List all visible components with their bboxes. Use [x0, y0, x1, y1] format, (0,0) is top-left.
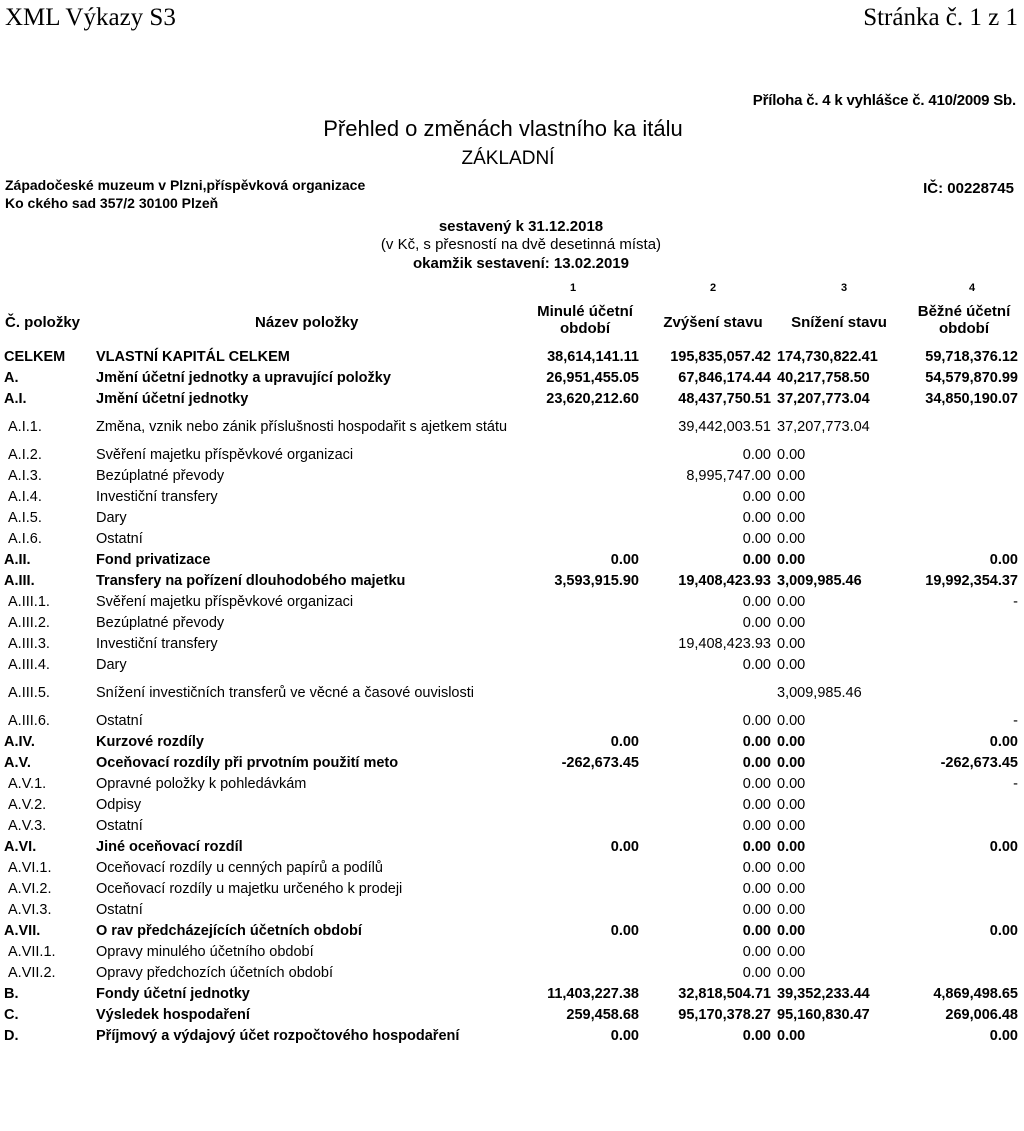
column-header-increase: Zvýšení stavu — [663, 314, 763, 331]
table-row — [0, 465, 1024, 486]
row-current-period — [897, 465, 1024, 486]
page-number: Stránka č. 1 z 1 — [863, 4, 1018, 31]
row-name: Ostatní — [96, 530, 143, 547]
table-row — [0, 857, 1024, 878]
table-row — [0, 654, 1024, 675]
row-decrease: 174,730,822.41 — [777, 348, 878, 365]
row-previous-period — [521, 899, 647, 920]
compiled-moment-text: okamžik sestavení: 13.02.2019 — [413, 255, 629, 272]
row-previous-period — [521, 815, 647, 836]
row-current-period — [897, 794, 1024, 815]
row-name: Ostatní — [96, 901, 143, 918]
row-current-period — [897, 878, 1024, 899]
row-decrease: 0.00 — [777, 1027, 806, 1044]
row-previous-period: 0.00 — [610, 922, 639, 939]
table-row — [0, 570, 1024, 591]
table-row — [0, 836, 1024, 857]
row-name: Svěření majetku příspěvkové organizaci — [96, 446, 354, 463]
table-row — [0, 1004, 1024, 1025]
row-name: Opravy předchozích účetních období — [96, 964, 333, 981]
row-previous-period — [521, 878, 647, 899]
row-code: A.VII.1. — [8, 943, 56, 960]
row-decrease: 0.00 — [777, 635, 806, 652]
row-current-period: 34,850,190.07 — [925, 390, 1018, 407]
table-row — [0, 941, 1024, 962]
row-current-period — [897, 486, 1024, 507]
row-decrease: 0.00 — [777, 817, 806, 834]
report-subtitle-text: ZÁKLADNÍ — [461, 148, 555, 169]
row-increase: 0.00 — [742, 509, 771, 526]
row-increase: 0.00 — [742, 712, 771, 729]
report-subtitle — [0, 148, 1024, 170]
row-decrease: 37,207,773.04 — [777, 418, 870, 435]
row-current-period — [897, 675, 1024, 710]
row-name: Svěření majetku příspěvkové organizaci — [96, 593, 354, 610]
row-current-period — [897, 654, 1024, 675]
row-name: O rav předcházejících účetních období — [96, 922, 362, 939]
row-previous-period — [521, 486, 647, 507]
precision-note — [0, 236, 1024, 253]
row-name: Jmění účetní jednotky — [96, 390, 249, 407]
row-increase: 0.00 — [742, 754, 771, 771]
row-name: Jiné oceňovací rozdíl — [96, 838, 243, 855]
row-current-period — [897, 941, 1024, 962]
column-number-1: 1 — [569, 282, 577, 294]
row-decrease: 39,352,233.44 — [777, 985, 870, 1002]
row-code: A.III. — [4, 572, 35, 589]
row-current-period: 0.00 — [989, 551, 1018, 568]
row-name: Investiční transfery — [96, 635, 218, 652]
row-name: Oceňovací rozdíly u majetku určeného k prodeji — [96, 880, 403, 897]
row-previous-period: 23,620,212.60 — [546, 390, 639, 407]
row-increase: 195,835,057.42 — [670, 348, 771, 365]
row-previous-period: 26,951,455.05 — [546, 369, 639, 386]
table-row — [0, 528, 1024, 549]
row-previous-period — [521, 507, 647, 528]
row-previous-period: 11,403,227.38 — [547, 985, 639, 1002]
row-code: A.I.4. — [8, 488, 42, 505]
row-code: A.III.1. — [8, 593, 50, 610]
row-current-period: 0.00 — [989, 733, 1018, 750]
row-previous-period — [521, 794, 647, 815]
row-current-period: 59,718,376.12 — [925, 348, 1018, 365]
row-code: A.VI. — [4, 838, 37, 855]
row-decrease: 0.00 — [777, 880, 806, 897]
row-previous-period — [521, 633, 647, 654]
row-previous-period: 0.00 — [610, 1027, 639, 1044]
report-title — [0, 116, 1024, 142]
row-decrease: 0.00 — [777, 964, 806, 981]
row-previous-period: 259,458.68 — [566, 1006, 639, 1023]
table-row — [0, 878, 1024, 899]
row-previous-period: 0.00 — [610, 733, 639, 750]
row-decrease: 0.00 — [777, 859, 806, 876]
table-row — [0, 920, 1024, 941]
table-body — [0, 346, 1024, 1046]
row-previous-period — [521, 710, 647, 731]
row-current-period: -262,673.45 — [940, 754, 1018, 771]
row-current-period — [897, 815, 1024, 836]
row-current-period — [897, 962, 1024, 983]
row-increase: 0.00 — [742, 775, 771, 792]
column-number-3: 3 — [840, 282, 848, 294]
row-previous-period — [521, 773, 647, 794]
row-previous-period — [521, 675, 647, 710]
row-name: VLASTNÍ KAPITÁL CELKEM — [96, 348, 290, 365]
compiled-moment — [0, 255, 1024, 272]
row-code: A.I.1. — [8, 418, 42, 435]
row-name: Snížení investičních transferů ve věcné a časové ouvislosti — [96, 684, 474, 701]
row-code: A.III.4. — [8, 656, 50, 673]
table-row — [0, 549, 1024, 570]
compiled-date-text: sestavený k 31.12.2018 — [438, 218, 604, 235]
row-current-period: 269,006.48 — [945, 1006, 1018, 1023]
row-name: Kurzové rozdíly — [96, 733, 204, 750]
row-previous-period: 3,593,915.90 — [554, 572, 639, 589]
row-previous-period — [521, 654, 647, 675]
table-row — [0, 633, 1024, 654]
row-increase: 0.00 — [742, 656, 771, 673]
row-code: A.IV. — [4, 733, 35, 750]
row-previous-period — [521, 591, 647, 612]
row-code: A.V.2. — [8, 796, 47, 813]
row-increase: 19,408,423.93 — [678, 635, 771, 652]
row-increase: 0.00 — [742, 838, 771, 855]
table-row — [0, 486, 1024, 507]
organization-name: Západočeské muzeum v Plzni,příspěvková organizace — [5, 177, 366, 193]
row-decrease: 0.00 — [777, 551, 806, 568]
row-code: A.V.3. — [8, 817, 47, 834]
row-current-period: - — [1013, 712, 1018, 729]
row-increase: 32,818,504.71 — [678, 985, 771, 1002]
row-decrease: 0.00 — [777, 509, 806, 526]
row-increase: 0.00 — [742, 593, 771, 610]
organization-address: Ko ckého sad 357/2 30100 Plzeň — [5, 195, 219, 211]
report-title-text: Přehled o změnách vlastního ka itálu — [323, 116, 683, 141]
row-previous-period: 38,614,141.11 — [547, 348, 639, 365]
row-increase: 0.00 — [742, 551, 771, 568]
row-code: A.VII. — [4, 922, 41, 939]
annex-reference: Příloha č. 4 k vyhlášce č. 410/2009 Sb. — [752, 92, 1016, 109]
row-name: Jmění účetní jednotky a upravující položky — [96, 369, 391, 386]
row-code: A.VI.1. — [8, 859, 52, 876]
row-increase: 19,408,423.93 — [678, 572, 771, 589]
row-name: Fondy účetní jednotky — [96, 985, 250, 1002]
organization-id: IČ: 00228745 — [923, 180, 1014, 197]
row-name: Fond privatizace — [96, 551, 211, 568]
table-row — [0, 388, 1024, 409]
column-header-current-period: Běžné účetní období — [917, 303, 1011, 337]
row-name: Výsledek hospodaření — [96, 1006, 250, 1023]
row-increase: 0.00 — [742, 733, 771, 750]
row-decrease: 95,160,830.47 — [777, 1006, 870, 1023]
row-current-period — [897, 528, 1024, 549]
row-increase: 0.00 — [742, 922, 771, 939]
table-row — [0, 794, 1024, 815]
row-code: C. — [4, 1006, 19, 1023]
row-decrease: 0.00 — [777, 901, 806, 918]
row-current-period — [897, 612, 1024, 633]
row-previous-period: 0.00 — [610, 551, 639, 568]
table-row — [0, 675, 1024, 710]
column-header-previous-period: Minulé účetní období — [537, 303, 633, 337]
row-increase: 67,846,174.44 — [678, 369, 771, 386]
row-name: Změna, vznik nebo zánik příslušnosti hospodařit s ajetkem státu — [96, 418, 508, 435]
row-current-period — [897, 409, 1024, 444]
row-decrease: 0.00 — [777, 656, 806, 673]
row-code: A.III.2. — [8, 614, 50, 631]
row-code: A. — [4, 369, 19, 386]
row-previous-period — [521, 465, 647, 486]
row-current-period: 54,579,870.99 — [925, 369, 1018, 386]
row-increase: 0.00 — [742, 901, 771, 918]
row-current-period — [897, 857, 1024, 878]
row-name: Bezúplatné převody — [96, 467, 225, 484]
row-decrease: 37,207,773.04 — [777, 390, 870, 407]
row-decrease: 0.00 — [777, 775, 806, 792]
row-decrease: 0.00 — [777, 754, 806, 771]
row-previous-period — [521, 962, 647, 983]
row-code: B. — [4, 985, 19, 1002]
row-current-period — [897, 444, 1024, 465]
row-increase: 0.00 — [742, 614, 771, 631]
row-increase: 0.00 — [742, 796, 771, 813]
row-code: A.VI.2. — [8, 880, 52, 897]
row-previous-period — [521, 857, 647, 878]
row-code: A.III.6. — [8, 712, 50, 729]
row-increase — [647, 675, 777, 710]
row-previous-period — [521, 444, 647, 465]
table-row — [0, 409, 1024, 444]
row-increase: 0.00 — [742, 817, 771, 834]
row-code: D. — [4, 1027, 19, 1044]
row-decrease: 0.00 — [777, 446, 806, 463]
row-current-period: 0.00 — [989, 922, 1018, 939]
row-name: Ostatní — [96, 817, 143, 834]
row-increase: 0.00 — [742, 943, 771, 960]
row-code: A.II. — [4, 551, 31, 568]
row-increase: 0.00 — [742, 859, 771, 876]
table-row — [0, 710, 1024, 731]
row-current-period: 0.00 — [989, 1027, 1018, 1044]
row-decrease: 40,217,758.50 — [777, 369, 870, 386]
row-name: Opravné položky k pohledávkám — [96, 775, 307, 792]
row-name: Opravy minulého účetního období — [96, 943, 314, 960]
row-name: Odpisy — [96, 796, 142, 813]
row-current-period: - — [1013, 593, 1018, 610]
row-increase: 0.00 — [742, 446, 771, 463]
row-name: Oceňovací rozdíly u cenných papírů a podílů — [96, 859, 383, 876]
row-increase: 0.00 — [742, 964, 771, 981]
row-name: Oceňovací rozdíly při prvotním použití meto — [96, 754, 399, 771]
row-increase: 0.00 — [742, 530, 771, 547]
row-decrease: 0.00 — [777, 614, 806, 631]
row-previous-period — [521, 612, 647, 633]
row-code: A.I.3. — [8, 467, 42, 484]
row-decrease: 3,009,985.46 — [777, 684, 862, 701]
table-row — [0, 773, 1024, 794]
table-row — [0, 367, 1024, 388]
row-increase: 8,995,747.00 — [686, 467, 771, 484]
row-decrease: 0.00 — [777, 712, 806, 729]
row-code: A.I. — [4, 390, 27, 407]
row-decrease: 0.00 — [777, 733, 806, 750]
column-header-decrease: Snížení stavu — [791, 314, 887, 331]
table-row — [0, 815, 1024, 836]
table-row — [0, 1025, 1024, 1046]
column-header-name: Název položky — [255, 314, 359, 331]
page-header-title: XML Výkazy S3 — [5, 4, 176, 31]
row-decrease: 0.00 — [777, 467, 806, 484]
row-current-period — [897, 633, 1024, 654]
column-number-4: 4 — [968, 282, 976, 294]
column-header-code: Č. položky — [5, 314, 81, 331]
row-code: A.V. — [4, 754, 31, 771]
row-decrease: 0.00 — [777, 593, 806, 610]
row-code: A.VII.2. — [8, 964, 56, 981]
row-increase: 0.00 — [742, 880, 771, 897]
row-name: Transfery na pořízení dlouhodobého majetku — [96, 572, 406, 589]
row-increase: 0.00 — [742, 488, 771, 505]
row-code: A.VI.3. — [8, 901, 52, 918]
table-row — [0, 591, 1024, 612]
row-current-period: 0.00 — [989, 838, 1018, 855]
row-increase: 95,170,378.27 — [678, 1006, 771, 1023]
table-row — [0, 507, 1024, 528]
row-code: A.I.2. — [8, 446, 42, 463]
row-decrease: 0.00 — [777, 943, 806, 960]
row-decrease: 0.00 — [777, 838, 806, 855]
row-previous-period — [521, 941, 647, 962]
capital-changes-table — [0, 346, 1024, 1046]
row-current-period: 19,992,354.37 — [925, 572, 1018, 589]
table-row — [0, 983, 1024, 1004]
table-row — [0, 444, 1024, 465]
row-previous-period — [521, 528, 647, 549]
row-decrease: 3,009,985.46 — [777, 572, 862, 589]
row-current-period — [897, 899, 1024, 920]
compiled-date — [0, 218, 1024, 235]
row-name: Ostatní — [96, 712, 143, 729]
row-decrease: 0.00 — [777, 922, 806, 939]
row-previous-period: -262,673.45 — [561, 754, 639, 771]
row-code: A.III.5. — [8, 684, 50, 701]
row-current-period: - — [1013, 775, 1018, 792]
row-name: Dary — [96, 656, 127, 673]
precision-note-text: (v Kč, s přesností na dvě desetinná místa) — [380, 236, 662, 253]
row-code: A.I.5. — [8, 509, 42, 526]
row-name: Bezúplatné převody — [96, 614, 225, 631]
row-code: CELKEM — [4, 348, 66, 365]
row-increase: 48,437,750.51 — [678, 390, 771, 407]
row-name: Dary — [96, 509, 127, 526]
row-code: A.III.3. — [8, 635, 50, 652]
row-decrease: 0.00 — [777, 796, 806, 813]
row-increase: 0.00 — [742, 1027, 771, 1044]
row-previous-period — [521, 409, 647, 444]
table-row — [0, 731, 1024, 752]
row-current-period: 4,869,498.65 — [933, 985, 1018, 1002]
table-row — [0, 899, 1024, 920]
row-increase: 39,442,003.51 — [678, 418, 771, 435]
table-row — [0, 612, 1024, 633]
table-row — [0, 346, 1024, 367]
row-previous-period: 0.00 — [610, 838, 639, 855]
row-name: Investiční transfery — [96, 488, 218, 505]
row-code: A.V.1. — [8, 775, 47, 792]
row-decrease: 0.00 — [777, 488, 806, 505]
table-row — [0, 752, 1024, 773]
row-current-period — [897, 507, 1024, 528]
column-number-2: 2 — [709, 282, 717, 294]
row-name: Příjmový a výdajový účet rozpočtového hospodaření — [96, 1027, 460, 1044]
table-row — [0, 962, 1024, 983]
row-code: A.I.6. — [8, 530, 42, 547]
row-decrease: 0.00 — [777, 530, 806, 547]
